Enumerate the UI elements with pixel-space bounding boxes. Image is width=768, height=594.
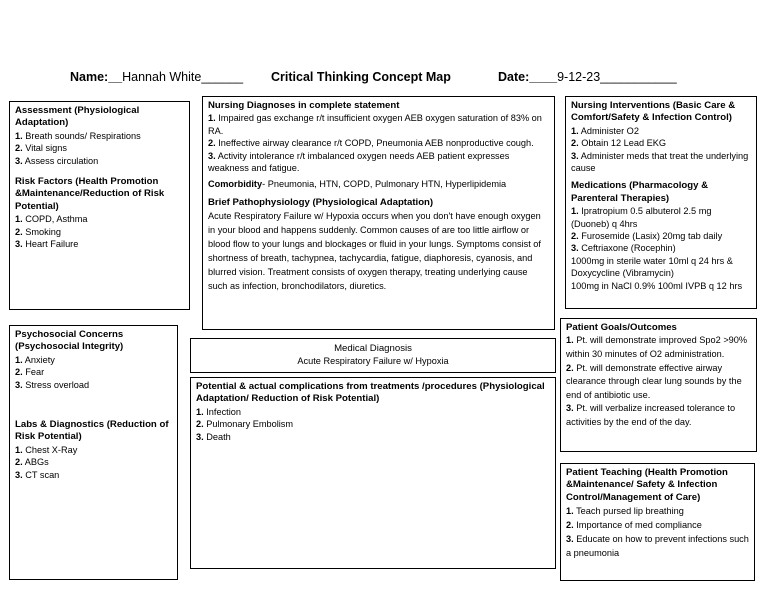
medication-detail: 1000mg in sterile water 10ml q 24 hrs & (571, 255, 733, 266)
psychosocial-box (9, 325, 178, 580)
list-item: 2 . Vital signs (15, 142, 184, 154)
teaching-heading: Patient Teaching (Health Promotion &Maintenance/ Safety & Infection Control/Management of Care) (566, 467, 728, 503)
page-title: Critical Thinking Concept Map (271, 70, 451, 84)
list-item: 3 . Ceftriaxone (Rocephin) (571, 242, 751, 254)
list-item: 2 . Ineffective airway clearance r/t COPD, Pneumonia AEB nonproductive cough. (208, 137, 549, 149)
pathophysiology-text: Acute Respiratory Failure w/ Hypoxia occurs when you don't have enough oxygen in your blood and happens suddenly. Common causes of are too little airflow or blood flow to your lungs and blockages or fluid in your lungs. Symptoms consist of shortness of breath, tachypnea, tachycardia, fatigue, diaphoresis, cyanosis, and blurred vision. Treatment consists of oxygen therapy, treating underlying cause such as infection, bronchodilators, diuretics. (208, 211, 541, 292)
list-item: 1 . Impaired gas exchange r/t insufficient oxygen AEB oxygen saturation of 83% on RA. (208, 112, 549, 137)
date-label: Date: (498, 70, 530, 84)
medications-heading: Medications (Pharmacology & Parenteral Therapies) (571, 180, 709, 204)
list-item: 1 . Infection (196, 406, 550, 418)
pathophysiology-heading: Brief Pathophysiology (Physiological Adaptation) (208, 196, 434, 208)
list-item: 3 . Educate on how to prevent infections such a pneumonia (566, 532, 749, 560)
name-label: Name: (70, 70, 109, 84)
labs-heading: Labs & Diagnostics (Reduction of Risk Potential) (15, 419, 169, 443)
list-item: 2 . ABGs (15, 456, 172, 468)
list-item: 2 . Importance of med compliance (566, 518, 749, 532)
medication-detail: Doxycycline (Vibramycin) (571, 268, 674, 279)
list-item: 1 . Breath sounds/ Respirations (15, 130, 184, 142)
name-value: Hannah White (122, 70, 202, 84)
name-field: Name:__Hannah White______ (70, 70, 244, 84)
medication-detail: 100mg in NaCl 0.9% 100ml IVPB q 12 hrs (571, 280, 743, 291)
list-item: 2 . Fear (15, 366, 172, 378)
list-item: 1 . Anxiety (15, 354, 172, 366)
list-item: 1 . Pt. will demonstrate improved Spo2 >90% within 30 minutes of O2 administration. (566, 334, 751, 361)
list-item: 3 . Death (196, 431, 550, 443)
date-value: 9-12-23 (557, 70, 601, 84)
list-item: 1 . Ipratropium 0.5 albuterol 2.5 mg (Duoneb) q 4hrs (571, 205, 751, 230)
nursing-diagnoses-heading: Nursing Diagnoses in complete statement (208, 100, 400, 111)
interventions-heading: Nursing Interventions (Basic Care & Comfort/Safety & Infection Control) (571, 100, 736, 124)
list-item: 3 . Stress overload (15, 379, 172, 391)
list-item: 2 . Pulmonary Embolism (196, 418, 550, 430)
list-item: 3 . Heart Failure (15, 238, 184, 250)
date-field: Date:____9-12-23___________ (498, 70, 677, 84)
list-item: 1 . Teach pursed lip breathing (566, 504, 749, 518)
list-item: 1 . Chest X-Ray (15, 444, 172, 456)
list-item: 3 . CT scan (15, 469, 172, 481)
list-item: 3 . Assess circulation (15, 155, 184, 167)
list-item: 3 . Activity intolerance r/t imbalanced oxygen needs AEB patient expresses weakness and fatigue. (208, 150, 549, 175)
list-item: 2 . Smoking (15, 226, 184, 238)
goals-heading: Patient Goals/Outcomes (566, 322, 677, 333)
psychosocial-heading: Psychosocial Concerns (Psychosocial Integrity) (15, 329, 124, 353)
list-item: 3 . Pt. will verbalize increased tolerance to activities by the end of the day. (566, 402, 751, 429)
complications-box (190, 377, 556, 569)
list-item: 1 . COPD, Asthma (15, 213, 184, 225)
assessment-box (9, 101, 190, 310)
list-item: 2 . Furosemide (Lasix) 20mg tab daily (571, 230, 751, 242)
goals-box (560, 318, 757, 452)
risk-factors-heading: Risk Factors (Health Promotion &Maintenance/Reduction of Risk Potential) (15, 176, 165, 212)
assessment-heading: Assessment (Physiological Adaptation) (15, 105, 140, 129)
list-item: 1 . Administer O2 (571, 125, 751, 137)
list-item: 2 . Pt. will demonstrate effective airway clearance through clear lung sounds by the end of antibiotic use. (566, 362, 751, 403)
comorbidity: Comorbidity- Pneumonia, HTN, COPD, Pulmonary HTN, Hyperlipidemia (208, 179, 507, 190)
nursing-diagnoses-box (202, 96, 555, 330)
teaching-box (560, 463, 755, 581)
list-item: 2 . Obtain 12 Lead EKG (571, 137, 751, 149)
medical-diagnosis-text: Acute Respiratory Failure w/ Hypoxia (297, 356, 449, 367)
complications-heading: Potential & actual complications from treatments /procedures (Physiological Adaptation/ Reduction of Risk Potential) (196, 381, 545, 405)
interventions-box (565, 96, 757, 309)
medical-diagnosis-box (190, 338, 556, 373)
medical-diagnosis-heading: Medical Diagnosis (334, 343, 412, 354)
list-item: 3 . Administer meds that treat the underlying cause (571, 150, 751, 175)
